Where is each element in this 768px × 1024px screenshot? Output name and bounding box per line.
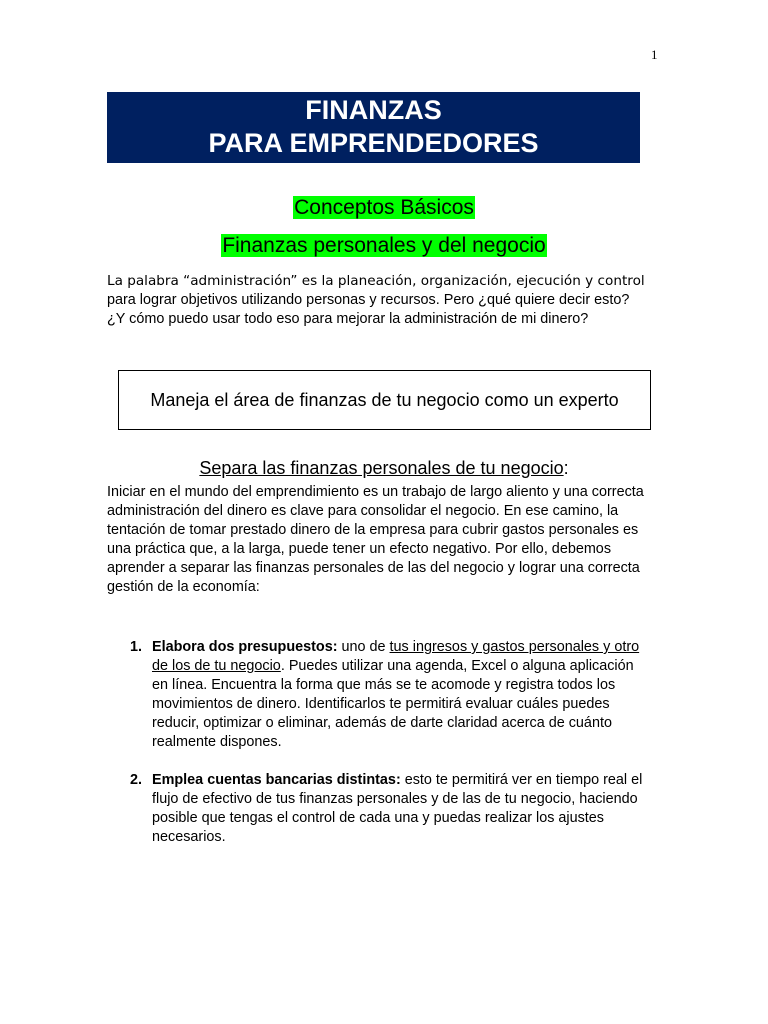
intro-rest: para lograr objetivos utilizando personas y recursos. Pero ¿qué quiere decir esto? ¿Y cómo puedo usar todo eso para mejorar la administración de mi dinero? (107, 292, 630, 327)
list-content (152, 771, 650, 847)
intro-paragraph (107, 272, 647, 329)
section-heading (0, 458, 768, 479)
subtitle-conceptos (0, 194, 768, 221)
section-heading-colon: : (563, 458, 569, 478)
list-pre: uno de (337, 639, 390, 655)
list-post: . Puedes utilizar una agenda, Excel o alguna aplicación en línea. Encuentra la forma que más se te acomode y registra todos los movimientos de dinero. Identificarlos te permitirá evaluar cuáles puedes reducir, optimizar o eliminar, además de darte claridad acerca de cuánto realmente dispones. (152, 658, 634, 750)
list-number: 1. (130, 639, 143, 655)
list-bold: Elabora dos presupuestos: (152, 639, 338, 655)
callout-text: Maneja el área de finanzas de tu negocio como un experto (150, 389, 619, 410)
list-item (130, 638, 650, 752)
subtitle-finanzas (0, 232, 768, 259)
section-paragraph: Iniciar en el mundo del emprendimiento es un trabajo de largo aliento y una correcta administración del dinero es clave para consolidar el negocio. En ese camino, la tentación de tomar prestado dinero de la empresa para cubrir gastos personales es una práctica que, a la larga, puede tener un efecto negativo. Por ello, debemos aprender a separar las finanzas personales de las del negocio y lograr una correcta gestión de la economía: (107, 484, 644, 595)
callout-box (118, 370, 651, 430)
subtitle-conceptos-text: Conceptos Básicos (294, 196, 474, 219)
list-item (130, 771, 650, 847)
list-post: esto te permitirá ver en tiempo real el flujo de efectivo de tus finanzas personales y de las de tu negocio, haciendo posible que tengas el control de cada una y puedas realizar los ajustes necesarios. (152, 772, 643, 845)
page-number: 1 (651, 47, 658, 62)
list-number: 2. (130, 772, 143, 788)
subtitle-finanzas-text: Finanzas personales y del negocio (222, 234, 546, 257)
section-heading-text: Separa las finanzas personales de tu negocio (199, 458, 564, 478)
title-line-1: FINANZAS (305, 95, 442, 125)
title-banner (107, 92, 640, 163)
list-underlined: tus ingresos y gastos personales y otro de los de tu negocio (152, 639, 640, 674)
intro-lead: La palabra “administración” es la planeación, organización, ejecución y control (107, 273, 645, 289)
list-bold: Emplea cuentas bancarias distintas: (152, 772, 401, 788)
list-content (152, 638, 650, 752)
title-line-2: PARA EMPRENDEDORES (208, 128, 539, 158)
